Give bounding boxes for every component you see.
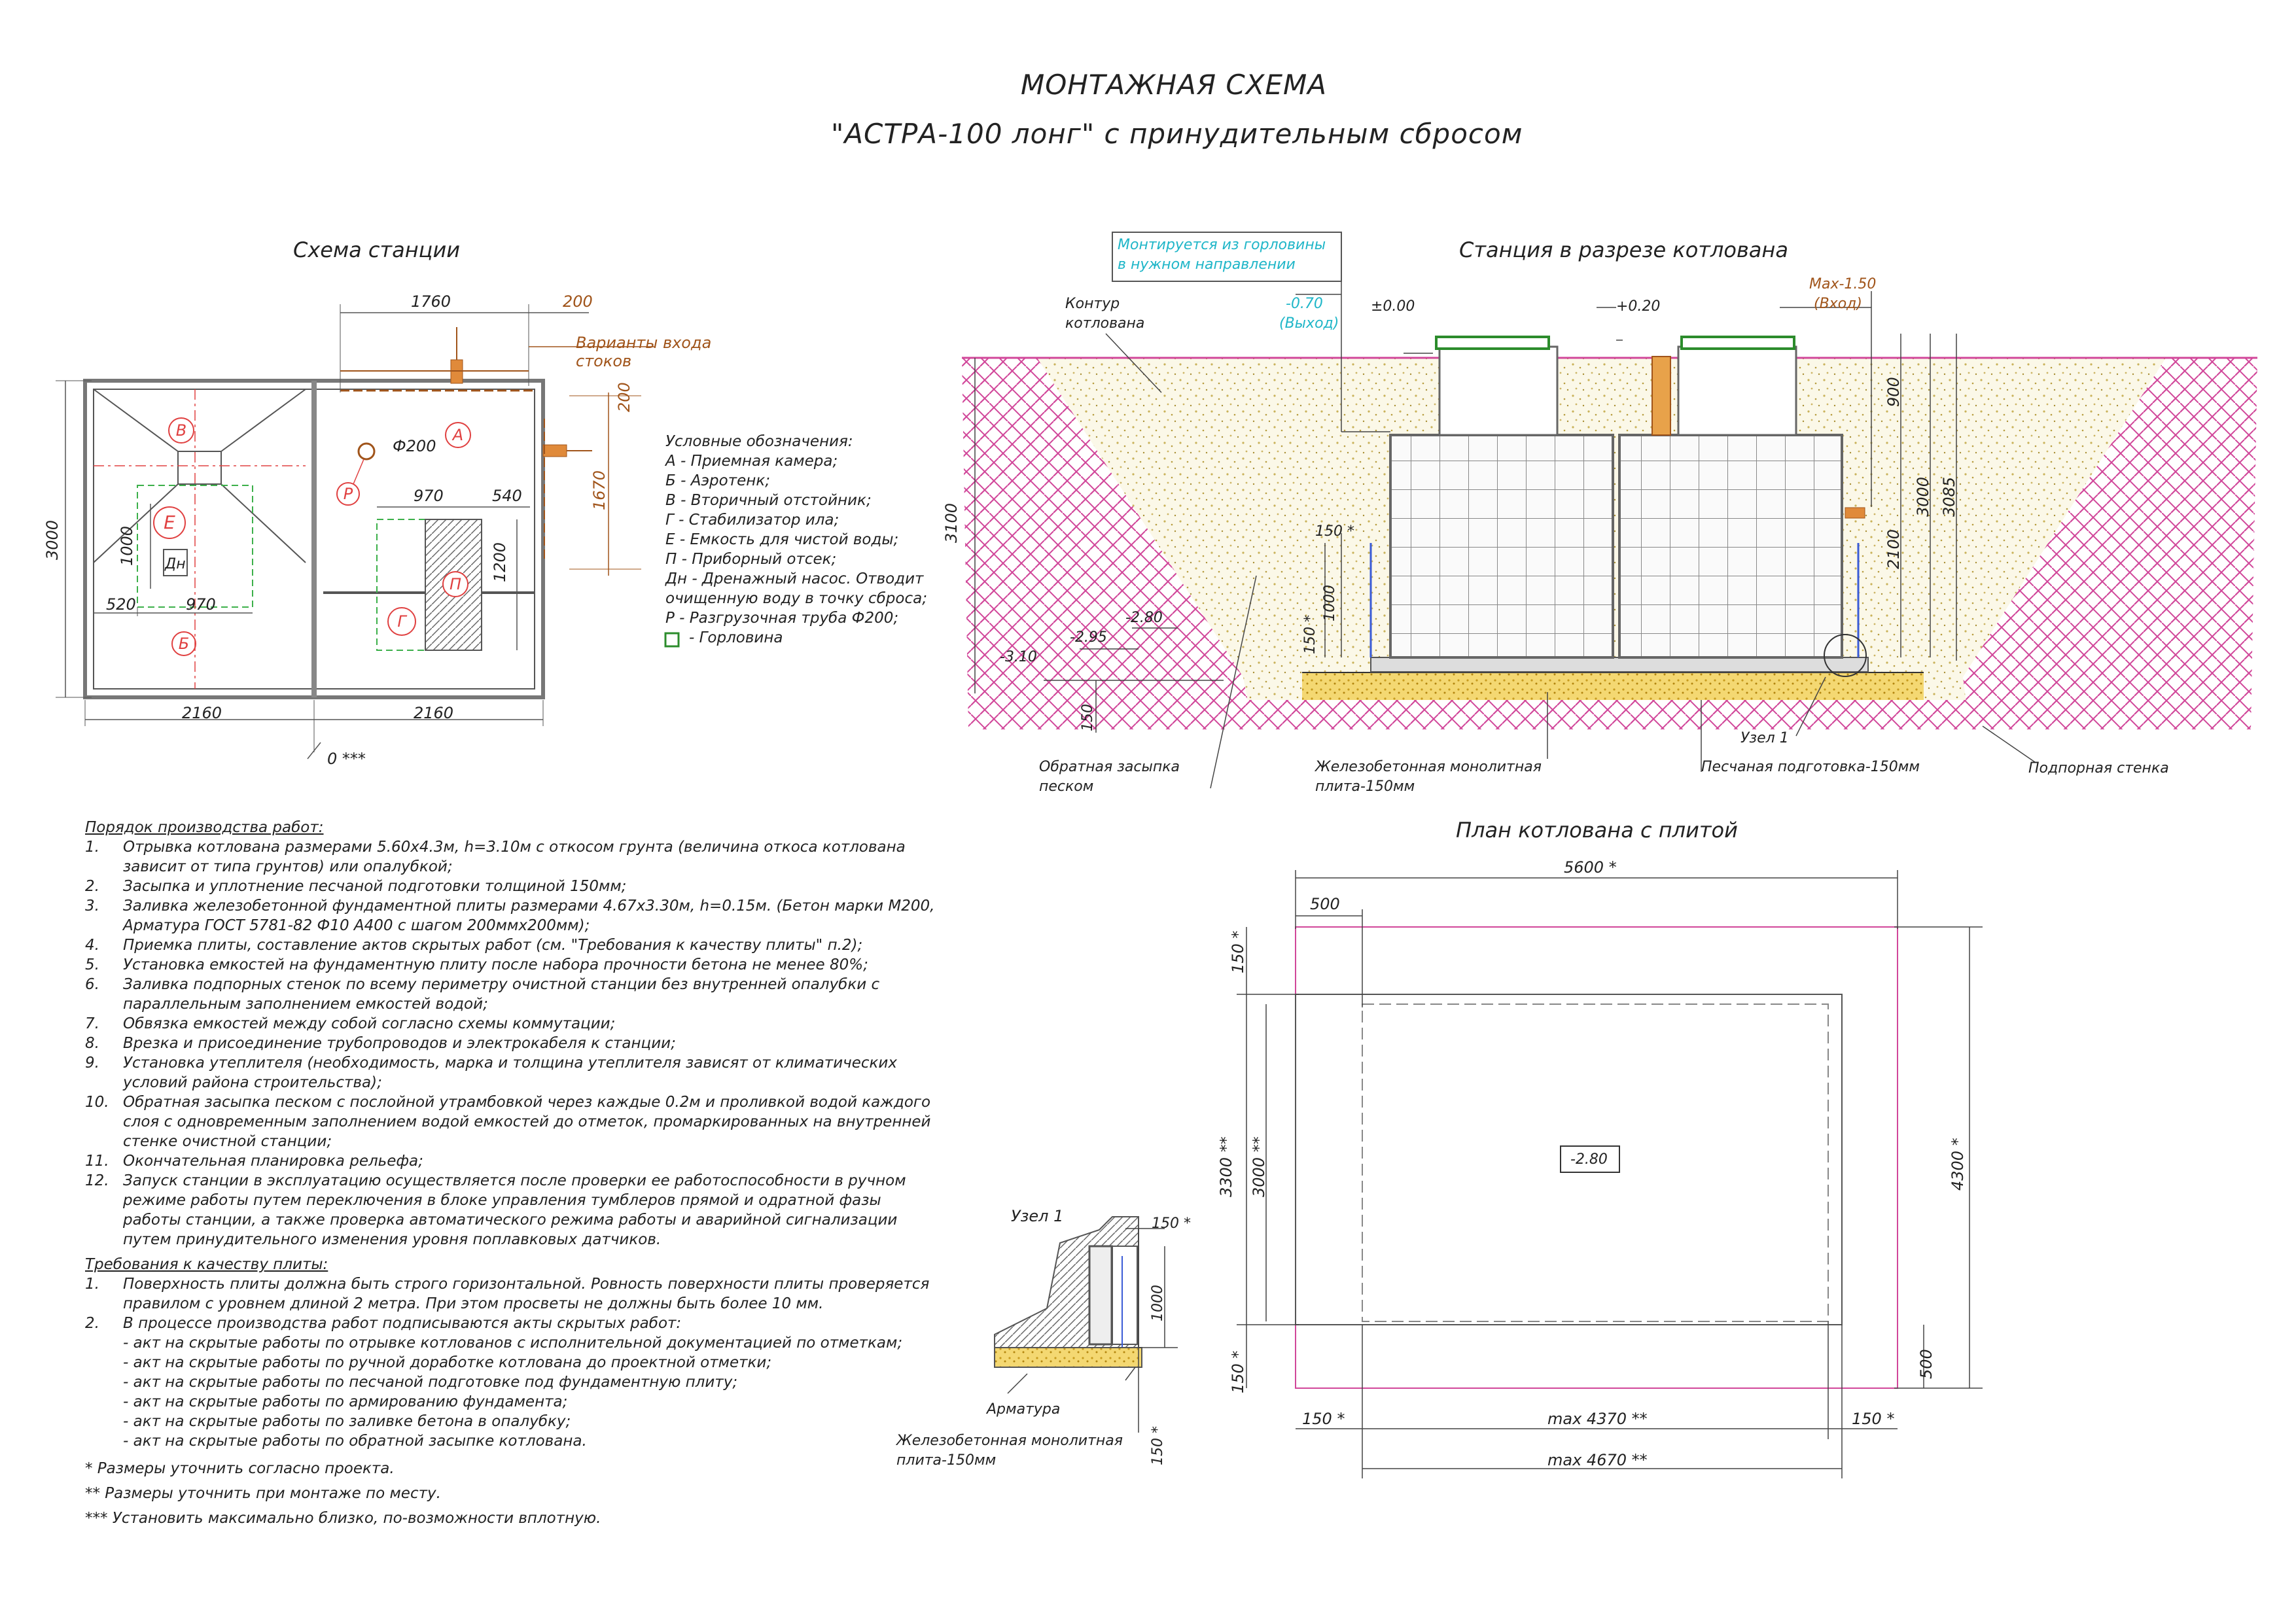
works-title: Порядок производства работ: [85,819,324,836]
dim-150-a: 150 * [1315,523,1354,540]
contour-label-1: Контур [1065,296,1120,312]
dim-3085: 3085 [1940,476,1958,517]
pipe-diameter: Ф200 [393,437,436,455]
dim-500-right: 500 [1917,1349,1935,1379]
backfill-label-1: Обратная засыпка [1039,759,1180,775]
quality-item-line [85,1412,934,1431]
works-item-number [85,994,123,1014]
node1-slab-label-1: Железобетонная монолитная [896,1433,1123,1449]
zone-p-marker: П [442,571,468,597]
footnote-2: ** Размеры уточнить при монтаже по месту. [85,1485,441,1502]
contour-label-2: котлована [1065,315,1145,332]
works-item-line [85,935,934,955]
entry-variants-line1: Варианты входа [576,334,712,352]
works-item-line [85,1171,934,1191]
works-item-text: Арматура ГОСТ 5781-82 Ф10 А400 с шагом 200ммх200мм); [123,917,590,934]
node1-dim-150-top: 150 * [1152,1215,1191,1232]
works-item-line [85,1151,934,1171]
page-subtitle: "АСТРА-100 лонг" с принудительным сбросом [831,118,1523,150]
dim-150-plan-top: 150 * [1229,930,1247,973]
node1-slab-label-2: плита-150мм [896,1452,997,1469]
works-item-line [85,837,934,857]
works-section [85,818,934,1528]
legend [665,432,927,648]
quality-item-text: - акт на скрытые работы по обратной засыпке котлована. [123,1433,587,1450]
legend-title: Условные обозначения: [665,433,853,450]
legend-item: очищенную воду в точку сброса; [665,590,927,607]
quality-item-text: - акт на скрытые работы по армированию фундамента; [123,1393,568,1410]
section-note-line1: Монтируется из горловины [1118,237,1326,253]
plan-drawing [1237,870,1983,1478]
works-item-number: 2. [85,878,99,895]
dim-150-plan-right: 150 * [1852,1410,1895,1428]
works-item-line [85,877,934,896]
dim-1000-section: 1000 [1322,585,1338,621]
works-item-text: режиме работы путем переключения в блоке управления тумблеров прямой и одратной фазы [123,1192,881,1209]
works-item-line [85,1210,934,1230]
works-item-line [85,1092,934,1112]
works-item-text: слоя с одновременным заполнением водой емкостей до отметок, промаркированных на внутренней [123,1113,931,1130]
works-item-text: зависит от типа грунтов) или опалубкой; [123,858,453,875]
legend-item: - Горловина [689,629,783,646]
works-item-number: 11. [85,1153,109,1170]
works-item-line [85,1112,934,1132]
plan-title: План котлована с плитой [1456,818,1738,843]
dim-3000-plan: 3000 ** [1250,1136,1268,1197]
works-item-number [85,1230,123,1249]
node1-ref-label: Узел 1 [1740,730,1789,746]
dim-150-plan-left: 150 * [1302,1410,1345,1428]
node1-dim-1000: 1000 [1150,1285,1166,1321]
quality-title: Требования к качеству плиты: [85,1256,328,1273]
dim-900: 900 [1884,377,1903,407]
quality-item-text: правилом с уровнем длиной 2 метра. При этом просветы не должны быть более 10 мм. [123,1295,824,1312]
works-item-text: Врезка и присоединение трубопроводов и электрокабеля к станции; [123,1035,676,1052]
legend-item: Р - Разгрузочная труба Ф200; [665,610,899,627]
works-item-number [85,1073,123,1092]
dim-150-c: 150 [1080,704,1096,731]
dim-520: 520 [106,595,136,614]
quality-item-line [85,1372,934,1392]
works-item-number [85,1191,123,1210]
legend-item: Б - Аэротенк; [665,472,770,489]
works-item-line [85,1191,934,1210]
zone-g-marker: Г [387,607,416,636]
quality-item-number: 2. [85,1315,99,1332]
works-item-text: параллельным заполнением емкостей водой; [123,996,488,1013]
dim-970-right: 970 [414,487,444,505]
legend-item: Г - Стабилизатор ила; [665,512,839,529]
zone-e-marker: Е [153,506,186,539]
dim-150-b: 150 * [1302,615,1318,654]
dim-200-right: 200 [615,382,633,412]
quality-item-number [85,1431,123,1451]
dim-4370: max 4370 ** [1547,1410,1648,1428]
quality-item-line [85,1392,934,1412]
quality-item-number [85,1372,123,1392]
dim-500-top: 500 [1310,895,1340,913]
works-item-line [85,1132,934,1151]
quality-item-text: В процессе производства работ подписываются акты скрытых работ: [123,1315,682,1332]
works-item-line [85,1053,934,1073]
dim-150-plan-bottom: 150 * [1229,1350,1247,1393]
outlet-level: -0.70 [1286,296,1323,312]
works-item-number: 8. [85,1035,99,1052]
works-item-number: 9. [85,1055,99,1072]
zone-a-marker: А [445,422,471,448]
retaining-wall-label: Подпорная стенка [2028,760,2169,777]
works-item-line [85,1230,934,1249]
dim-970-left: 970 [186,595,216,614]
quality-item-text: Поверхность плиты должна быть строго горизонтальной. Ровность поверхности плиты проверяется [123,1276,930,1293]
works-item-text: Приемка плиты, составление актов скрытых работ (см. "Требования к качеству плиты" п.2); [123,937,863,954]
works-item-line [85,1014,934,1034]
works-item-text: Установка утеплителя (необходимость, марка и толщина утеплителя зависят от климатических [123,1055,897,1072]
sand-prep-label: Песчаная подготовка-150мм [1701,759,1920,775]
works-item-number [85,1132,123,1151]
works-item-number [85,916,123,935]
works-item-number: 5. [85,956,99,973]
works-item-line [85,896,934,916]
dim-3000: 3000 [43,519,62,560]
inlet-level: Max-1.50 [1809,276,1877,292]
section-title: Станция в разрезе котлована [1459,237,1788,262]
plan-center-level: -2.80 [1570,1151,1608,1168]
works-item-line [85,1034,934,1053]
works-list [85,837,934,1249]
station-scheme-drawing [56,304,654,759]
works-item-text: Запуск станции в эксплуатацию осуществляется после проверки ее работоспособности в ручном [123,1172,906,1189]
works-item-number: 10. [85,1094,109,1111]
page-title: МОНТАЖНАЯ СХЕМА [1021,69,1327,101]
outlet-label: (Выход) [1279,315,1339,332]
works-item-text: Окончательная планировка рельефа; [123,1153,423,1170]
dim-2160-left: 2160 [182,704,222,722]
dim-540: 540 [492,487,522,505]
legend-item: Е - Емкость для чистой воды; [665,531,899,548]
level-020: +0.20 [1616,298,1661,315]
works-item-line [85,1073,934,1092]
works-item-text: путем принудительного изменения уровня поплавковых датчиков. [123,1231,662,1248]
works-item-text: Установка емкостей на фундаментную плиту после набора прочности бетона не менее 80%; [123,956,868,973]
dim-1670: 1670 [590,470,609,510]
quality-list [85,1274,934,1451]
dim-3000-section: 3000 [1914,476,1932,517]
quality-item-number [85,1392,123,1412]
level-310: -3.10 [1000,649,1037,665]
works-item-number: 1. [85,839,99,856]
quality-item-line [85,1274,934,1294]
quality-item-line [85,1333,934,1353]
works-item-line [85,955,934,975]
inlet-label: (Вход) [1814,296,1862,312]
dim-1760: 1760 [411,292,451,311]
dim-4300: 4300 * [1949,1138,1967,1191]
node1-dim-150-bottom: 150 * [1150,1426,1166,1465]
quality-item-line [85,1294,934,1314]
dim-1000: 1000 [118,525,136,566]
dim-2160-right: 2160 [414,704,454,722]
works-item-text: работы станции, а также проверка автоматического режима работы и аварийной сигнализации [123,1212,898,1229]
works-item-text: Заливка подпорных стенок по всему периметру очистной станции без внутренней опалубки с [123,976,880,993]
works-item-line [85,994,934,1014]
level-280: -2.80 [1125,610,1163,626]
footnote-1: * Размеры уточнить согласно проекта. [85,1460,395,1477]
dim-3300: 3300 ** [1217,1136,1235,1197]
works-item-number: 4. [85,937,99,954]
works-item-number [85,1112,123,1132]
quality-item-text: - акт на скрытые работы по отрывке котлованов с исполнительной документацией по отметкам; [123,1335,903,1352]
quality-item-number [85,1333,123,1353]
works-item-line [85,857,934,877]
dim-3100: 3100 [942,502,961,543]
zone-v-marker: В [168,417,194,444]
section-drawing [962,232,2257,788]
quality-item-line [85,1314,934,1333]
entry-variants-line2: стоков [576,352,632,370]
quality-item-line [85,1353,934,1372]
level-000: ±0.00 [1371,298,1415,315]
node1-rebar-label: Арматура [987,1401,1061,1418]
section-note-line2: в нужном направлении [1118,256,1296,273]
works-item-text: Засыпка и уплотнение песчаной подготовки толщиной 150мм; [123,878,627,895]
dim-2100: 2100 [1884,529,1903,569]
works-item-line [85,975,934,994]
works-item-text: условий района строительства); [123,1074,382,1091]
quality-item-number [85,1412,123,1431]
legend-item: Дн - Дренажный насос. Отводит [665,570,924,587]
works-item-number: 3. [85,898,99,915]
backfill-label-2: песком [1039,778,1094,795]
quality-item-line [85,1431,934,1451]
quality-item-text: - акт на скрытые работы по ручной доработке котлована до проектной отметки; [123,1354,772,1371]
quality-item-number: 1. [85,1276,99,1293]
legend-item: П - Приборный отсек; [665,551,837,568]
node1-title: Узел 1 [1011,1207,1064,1225]
works-item-text: Обратная засыпка песком с послойной утрамбовкой через каждые 0.2м и проливкой водой каждого [123,1094,931,1111]
legend-item: В - Вторичный отстойник; [665,492,872,509]
works-item-number: 7. [85,1015,99,1032]
slab-label-1: Железобетонная монолитная [1315,759,1542,775]
level-295: -2.95 [1070,629,1107,646]
works-item-text: стенке очистной станции; [123,1133,332,1150]
zone-r-marker: Р [336,482,360,506]
legend-item: А - Приемная камера; [665,453,838,470]
zero-mark: 0 *** [327,750,366,768]
zone-dn-label: Дн [165,556,186,572]
zone-b-marker: Б [171,631,196,656]
slab-label-2: плита-150мм [1315,778,1415,795]
works-item-text: Заливка железобетонной фундаментной плиты размерами 4.67х3.30м, h=0.15м. (Бетон марки М200, [123,898,935,915]
dim-5600: 5600 * [1564,858,1617,877]
quality-item-number [85,1353,123,1372]
quality-item-number [85,1294,123,1314]
works-item-text: Обвязка емкостей между собой согласно схемы коммутации; [123,1015,616,1032]
works-item-number: 6. [85,976,99,993]
dim-200-top: 200 [563,292,593,311]
node1-drawing [995,1217,1178,1433]
dim-4670: max 4670 ** [1547,1451,1648,1469]
quality-item-text: - акт на скрытые работы по заливке бетона в опалубку; [123,1413,571,1430]
works-item-line [85,916,934,935]
footnote-3: *** Установить максимально близко, по-возможности вплотную. [85,1510,601,1527]
works-item-number [85,1210,123,1230]
station-scheme-title: Схема станции [293,237,461,262]
works-item-text: Отрывка котлована размерами 5.60х4.3м, h=3.10м с откосом грунта (величина откоса котлована [123,839,906,856]
works-item-number: 12. [85,1172,109,1189]
works-item-number [85,857,123,877]
dim-1200: 1200 [491,542,509,582]
quality-item-text: - акт на скрытые работы по песчаной подготовке под фундаментную плиту; [123,1374,738,1391]
